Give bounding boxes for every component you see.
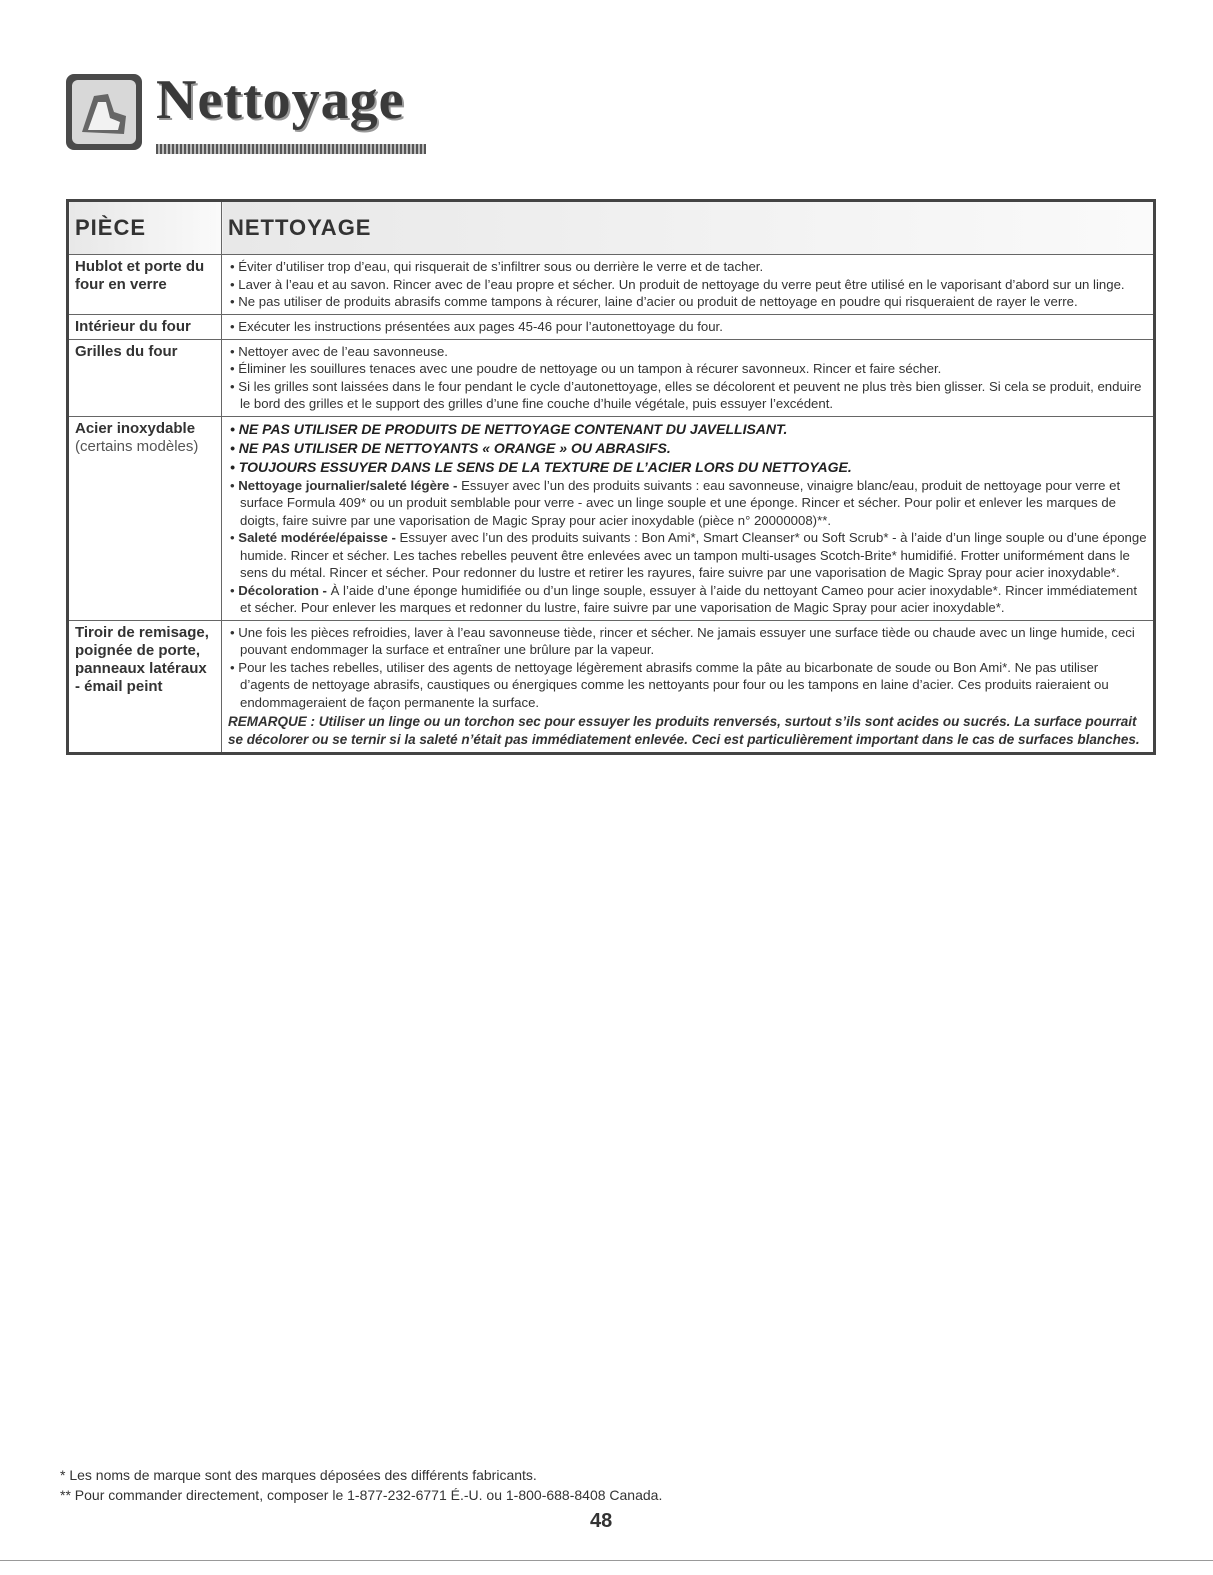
instruction-line: • Laver à l’eau et au savon. Rincer avec de l’eau propre et sécher. Un produit de nettoyage du verre peut être utilisé en le vaporisant d’abord sur un linge. — [230, 276, 1125, 292]
row-content — [222, 314, 1155, 339]
row-label: Intérieur du four — [68, 314, 222, 339]
table-row — [68, 620, 1155, 754]
instruction-line: • Exécuter les instructions présentées aux pages 45-46 pour l’autonettoyage du four. — [230, 318, 723, 334]
item-text: Essuyer avec l’un des produits suivants : Bon Ami*, Smart Cleanser* ou Soft Scrub* - à l’aide d’un linge souple ou d’une éponge humide. Rincer et sécher. Les taches rebelles peuvent être enlevées avec un tampon multi-usages Scotch-Brite* humidifié. Frotter uniformément dans le sens du métal. Rincer et sécher. Pour redonner du lustre et retirer les rayures, faire suivre par une vaporisation de Magic Spray pour acier inoxydable*. — [240, 530, 1147, 580]
table-row — [68, 255, 1155, 315]
footnotes — [60, 1465, 1160, 1505]
cleaning-hand-icon — [64, 72, 144, 152]
item-text: Essuyer avec l’un des produits suivants : eau savonneuse, vinaigre blanc/eau, produit de nettoyage pour verre et surface Formula 409* ou un produit semblable pour verre - avec un linge souple et une éponge. Rincer et sécher. Pour polir et enlever les marques de doigts, faire suivre par une vaporisation de Magic Spray pour acier inoxydable (pièce n° 20000008)**. — [240, 477, 1121, 528]
row-label: Grilles du four — [68, 339, 222, 416]
warning-line: • NE PAS UTILISER DE NETTOYANTS « ORANGE » OU ABRASIFS. — [230, 439, 671, 456]
item-lead: Nettoyage journalier/saleté légère - — [238, 477, 458, 493]
remark-note: REMARQUE : Utiliser un linge ou un torchon sec pour essuyer les produits renversés, surtout s’ils sont acides ou sucrés. La surface pourrait se décolorer ou se ternir si la saleté n’était pas immédiatement enlevée. Ceci est particulièrement important dans le cas de surfaces blanches. — [228, 714, 1140, 747]
instruction-line: • Ne pas utiliser de produits abrasifs comme tampons à récurer, laine d’acier ou produit de nettoyage en poudre qui risqueraient de rayer le verre. — [230, 294, 1078, 309]
title-underline — [156, 144, 426, 154]
row-label: Hublot et porte du four en verre — [68, 255, 222, 315]
instruction-line: • Pour les taches rebelles, utiliser des agents de nettoyage légèrement abrasifs comme la pâte au bicarbonate de soude ou Bon Ami*. Ne pas utiliser d’agents de nettoyage abrasifs, caustiques ou énergiques comme les nettoyants pour four ou les tampons en laine d’acier. Ces produits raieraient ou endommageraient de façon permanente la surface. — [230, 659, 1109, 710]
row-label-sub: (certains modèles) — [75, 437, 199, 455]
column-header-nettoyage: NETTOYAGE — [222, 201, 1155, 255]
row-label: Tiroir de remisage, poignée de porte, panneaux latéraux - émail peint — [68, 620, 222, 754]
column-header-piece: PIÈCE — [68, 201, 222, 255]
warning-line: • NE PAS UTILISER DE PRODUITS DE NETTOYAGE CONTENANT DU JAVELLISANT. — [230, 420, 788, 437]
footnote: ** Pour commander directement, composer le 1-877-232-6771 É.-U. ou 1-800-688-8408 Canada. — [60, 1487, 663, 1503]
table-row — [68, 314, 1155, 339]
row-label-main: Acier inoxydable — [75, 419, 196, 437]
item-lead: Saleté modérée/épaisse - — [238, 530, 396, 545]
page-header — [64, 60, 484, 160]
footnote: * Les noms de marque sont des marques déposées des différents fabricants. — [60, 1467, 537, 1483]
row-content — [222, 416, 1155, 620]
row-label — [68, 416, 222, 620]
instruction-item: • Saleté modérée/épaisse - Essuyer avec l’un des produits suivants : Bon Ami*, Smart Cleanser* ou Soft Scrub* - à l’aide d’un linge souple ou d’une éponge humide. Rincer et sécher. Les taches rebelles peuvent être enlevées avec un tampon multi-usages Scotch-Brite* humidifié. Frotter uniformément dans le sens du métal. Rincer et sécher. Pour redonner du lustre et retirer les rayures, faire suivre par une vaporisation de Magic Spray pour acier inoxydable*. — [230, 530, 1147, 580]
instruction-item: • Nettoyage journalier/saleté légère - Essuyer avec l’un des produits suivants : eau savonneuse, vinaigre blanc/eau, produit de nettoyage pour verre et surface Formula 409* ou un produit semblable pour verre - avec un linge souple et une éponge. Rincer et sécher. Pour polir et enlever les marques de doigts, faire suivre par une vaporisation de Magic Spray pour acier inoxydable (pièce n° 20000008)**. — [230, 477, 1121, 528]
cleaning-table — [66, 199, 1156, 755]
instruction-line: • Une fois les pièces refroidies, laver à l’eau savonneuse tiède, rincer et sécher. Ne jamais essuyer une surface tiède ou chaude avec un linge humide, ceci pouvant endommager la surface et entraîner une brûlure par la vapeur. — [230, 624, 1135, 657]
table-row — [68, 416, 1155, 620]
item-text: À l’aide d’une éponge humidifiée ou d’un linge souple, essuyer à l’aide du nettoyant Cameo pour acier inoxydable*. Rincer immédiatement et sécher. Pour enlever les marques et redonner du lustre, faire suivre par une vaporisation de Magic Spray pour acier inoxydable*. — [240, 582, 1137, 615]
row-content — [222, 255, 1155, 315]
bottom-rule — [0, 1560, 1213, 1561]
table-row — [68, 339, 1155, 416]
item-lead: Décoloration - — [238, 582, 327, 598]
page-number: 48 — [590, 1510, 613, 1532]
instruction-line: • Si les grilles sont laissées dans le four pendant le cycle d’autonettoyage, elles se décolorent et peuvent ne plus très bien glisser. Si cela se produit, enduire le bord des grilles et le support des grilles d’une fine couche d’huile végétale, puis essuyer l’excédent. — [230, 378, 1142, 411]
instruction-line: • Éviter d’utiliser trop d’eau, qui risquerait de s’infiltrer sous ou derrière le verre et de tacher. — [230, 259, 764, 274]
instruction-line: • Nettoyer avec de l’eau savonneuse. — [230, 343, 448, 359]
warning-line: • TOUJOURS ESSUYER DANS LE SENS DE LA TEXTURE DE L’ACIER LORS DU NETTOYAGE. — [230, 458, 852, 475]
instruction-line: • Éliminer les souillures tenaces avec une poudre de nettoyage ou un tampon à récurer savonneux. Rincer et faire sécher. — [230, 361, 942, 376]
instruction-item: • Décoloration - À l’aide d’une éponge humidifiée ou d’un linge souple, essuyer à l’aide du nettoyant Cameo pour acier inoxydable*. Rincer immédiatement et sécher. Pour enlever les marques et redonner du lustre, faire suivre par une vaporisation de Magic Spray pour acier inoxydable*. — [230, 582, 1137, 615]
row-content — [222, 339, 1155, 416]
row-content — [222, 620, 1155, 754]
table-header-row — [68, 201, 1155, 255]
page-title: Nettoyage — [156, 69, 405, 131]
